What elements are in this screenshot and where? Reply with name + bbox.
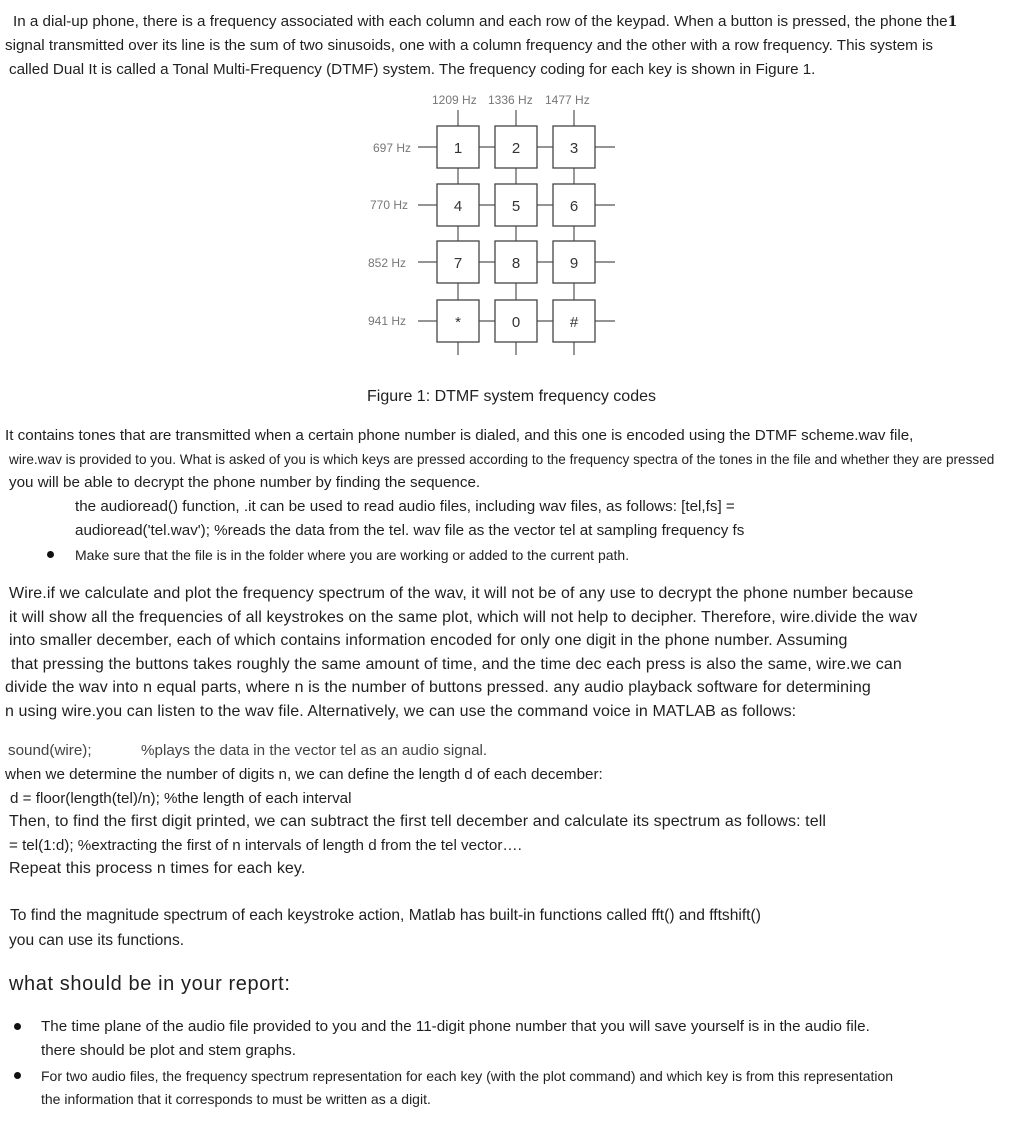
- row-label-941: 941 Hz: [368, 314, 407, 328]
- bullet-dot: [14, 1023, 21, 1030]
- key-5: 5: [511, 198, 521, 215]
- para2-line-4: that pressing the buttons takes roughly the same amount of time, and the time dec each press is also the same, wire.we can: [11, 656, 902, 673]
- row-label-852: 852 Hz: [368, 256, 407, 270]
- key-8: 8: [511, 255, 521, 272]
- key-4: 4: [453, 198, 463, 215]
- row-label-697: 697 Hz: [373, 141, 412, 155]
- para2-line-5: divide the wav into n equal parts, where n is the number of buttons pressed. any audio playback software for determining: [5, 679, 871, 696]
- para1-bullet-1: Make sure that the file is in the folder where you are working or added to the current path.: [75, 547, 630, 563]
- col-label-1336: 1336 Hz: [488, 93, 533, 107]
- key-3: 3: [569, 140, 579, 157]
- sound-command: sound(wire);: [8, 742, 92, 759]
- col-label-1477: 1477 Hz: [545, 93, 590, 107]
- para3-line-3: d = floor(length(tel)/n); %the length of each interval: [10, 790, 352, 807]
- para1-line-2: wire.wav is provided to you. What is asked of you is which keys are pressed according to the frequency spectra of the tones in the file and whether they are pressed: [9, 452, 995, 467]
- key-star: *: [455, 314, 461, 331]
- para2-line-2: it will show all the frequencies of all keystrokes on the same plot, which will not help to decipher. Therefore, wire.divide the wav: [9, 609, 918, 626]
- para2-line-6: n using wire.you can listen to the wav file. Alternatively, we can use the command voice in MATLAB as follows:: [5, 703, 797, 720]
- intro-footnote-mark: 1: [947, 14, 958, 30]
- key-7: 7: [453, 255, 463, 272]
- para3-line-5: = tel(1:d); %extracting the first of n intervals of length d from the tel vector….: [9, 837, 522, 854]
- key-9: 9: [569, 255, 579, 272]
- sound-comment: %plays the data in the vector tel as an audio signal.: [141, 742, 488, 759]
- intro-line-2: signal transmitted over its line is the sum of two sinusoids, one with a column frequency and the other with a row frequency. This system is: [5, 37, 933, 54]
- key-1: 1: [453, 140, 463, 157]
- para2-line-1: Wire.if we calculate and plot the frequency spectrum of the wav, it will not be of any use to decrypt the phone number because: [9, 585, 914, 602]
- bullet-dot: [14, 1072, 21, 1079]
- para4-line-1: To find the magnitude spectrum of each keystroke action, Matlab has built-in functions called fft() and fftshift(): [10, 907, 761, 924]
- para1-line-1: It contains tones that are transmitted when a certain phone number is dialed, and this one is encoded using the DTMF scheme.wav file,: [5, 427, 914, 444]
- para1-line-5: audioread('tel.wav'); %reads the data from the tel. wav file as the vector tel at sampling frequency fs: [75, 522, 745, 539]
- report-bullet-2-line-2: the information that it corresponds to must be written as a digit.: [41, 1091, 431, 1107]
- para3-line-4: Then, to find the first digit printed, we can subtract the first tell december and calculate its spectrum as follows: tell: [9, 813, 827, 830]
- para3-line-6: Repeat this process n times for each key.: [9, 860, 306, 877]
- report-heading: what should be in your report:: [9, 973, 291, 995]
- intro-line-3: called Dual It is called a Tonal Multi-Frequency (DTMF) system. The frequency coding for each key is shown in Figure 1.: [9, 61, 816, 78]
- key-hash: #: [569, 314, 579, 331]
- col-label-1209: 1209 Hz: [432, 93, 477, 107]
- intro-line-1: In a dial-up phone, there is a frequency associated with each column and each row of the keypad. When a button is pressed, the phone the1: [13, 13, 958, 30]
- dtmf-keypad-figure: [360, 90, 620, 360]
- figure-caption: Figure 1: DTMF system frequency codes: [367, 388, 656, 405]
- bullet-dot: [47, 551, 54, 558]
- key-0: 0: [511, 314, 521, 331]
- para2-line-3: into smaller december, each of which contains information encoded for only one digit in the phone number. Assuming: [9, 632, 848, 649]
- report-bullet-1-line-2: there should be plot and stem graphs.: [41, 1042, 296, 1059]
- para4-line-2: you can use its functions.: [9, 932, 185, 949]
- key-6: 6: [569, 198, 579, 215]
- report-bullet-2-line-1: For two audio files, the frequency spectrum representation for each key (with the plot command) and which key is from this representation: [41, 1068, 894, 1084]
- report-bullet-1-line-1: The time plane of the audio file provided to you and the 11-digit phone number that you will save yourself is in the audio file.: [41, 1018, 870, 1035]
- row-label-770: 770 Hz: [370, 198, 409, 212]
- para1-line-4: the audioread() function, .it can be used to read audio files, including wav files, as follows: [tel,fs] =: [75, 498, 735, 515]
- para1-line-3: you will be able to decrypt the phone number by finding the sequence.: [9, 474, 481, 491]
- key-2: 2: [511, 140, 521, 157]
- para3-line-2: when we determine the number of digits n, we can define the length d of each december:: [5, 766, 603, 783]
